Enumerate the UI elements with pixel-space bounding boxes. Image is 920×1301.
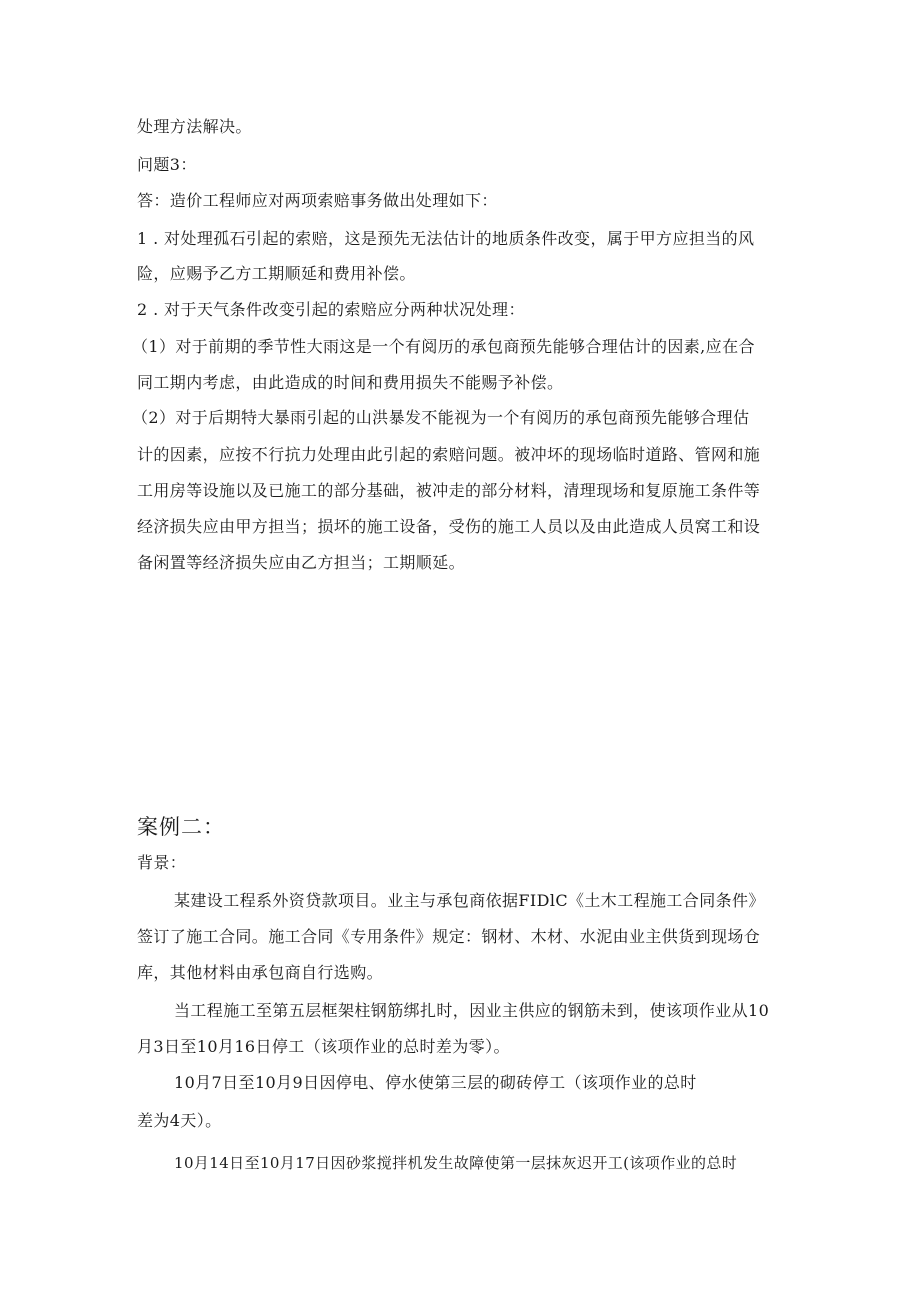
text-line: 工用房等设施以及已施工的部分基础，被冲走的部分材料，清理现场和复原施工条件等 bbox=[137, 481, 761, 500]
paragraph-line: 差为4天）。 bbox=[137, 1111, 222, 1130]
case-heading: 案例二： bbox=[137, 815, 225, 839]
paragraph-line: 签订了施工合同。施工合同《专用条件》规定：钢材、木材、水泥由业主供货到现场仓 bbox=[137, 927, 761, 946]
text-line: 答：造价工程师应对两项索赔事务做出处理如下： bbox=[137, 191, 498, 210]
sub-item-1: （1）对于前期的季节性大雨这是一个有阅历的承包商预先能够合理估计的因素,应在合 bbox=[132, 337, 755, 356]
question-label: 问题3： bbox=[137, 155, 197, 174]
text-line: 备闲置等经济损失应由乙方担当；工期顺延。 bbox=[137, 553, 466, 572]
text-line: 处理方法解决。 bbox=[137, 117, 252, 136]
paragraph-line: 某建设工程系外资贷款项目。业主与承包商依据FIDlC《土木工程施工合同条件》 bbox=[174, 891, 765, 910]
background-label: 背景： bbox=[137, 853, 187, 872]
paragraph-line: 10月14日至10月17日因砂浆搅拌机发生故障使第一层抹灰迟开工(该项作业的总时 bbox=[174, 1154, 738, 1172]
text-line: 同工期内考虑，由此造成的时间和费用损失不能赐予补偿。 bbox=[137, 373, 564, 392]
paragraph-line: 当工程施工至第五层框架柱钢筋绑扎时，因业主供应的钢筋未到，使该项作业从10 bbox=[174, 1001, 770, 1020]
list-item-2: 2 . 对于天气条件改变引起的索赔应分两种状况处理： bbox=[137, 300, 525, 319]
paragraph-line: 10月7日至10月9日因停电、停水使第三层的砌砖停工（该项作业的总时 bbox=[174, 1073, 697, 1092]
text-line: 计的因素，应按不行抗力处理由此引起的索赔问题。被冲坏的现场临时道路、管网和施 bbox=[137, 445, 761, 464]
sub-item-2: （2）对于后期特大暴雨引起的山洪暴发不能视为一个有阅历的承包商预先能够合理估 bbox=[132, 408, 750, 427]
text-line: 经济损失应由甲方担当；损坏的施工设备，受伤的施工人员以及由此造成人员窝工和设 bbox=[137, 517, 761, 536]
list-item-1: 1 . 对处理孤石引起的索赔，这是预先无法估计的地质条件改变，属于甲方应担当的风 bbox=[137, 229, 755, 248]
text-line: 险，应赐予乙方工期顺延和费用补偿。 bbox=[137, 264, 416, 283]
paragraph-line: 库，其他材料由承包商自行选购。 bbox=[137, 963, 384, 982]
paragraph-line: 月3日至10月16日停工（该项作业的总时差为零）。 bbox=[137, 1037, 510, 1056]
